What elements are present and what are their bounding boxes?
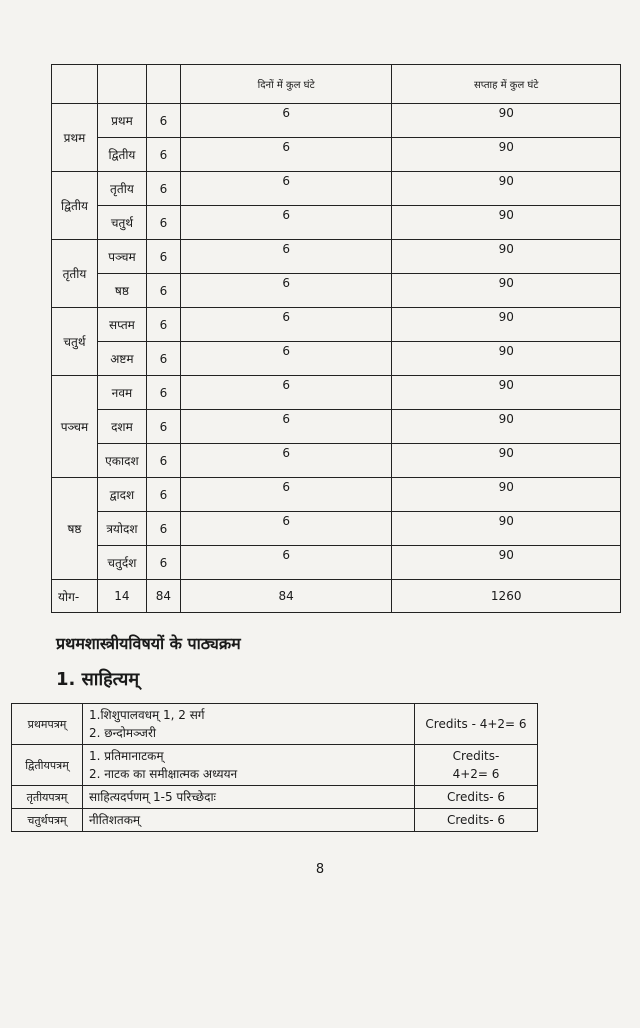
credit-cell: 6 [146,274,180,308]
paper-contents [83,786,415,809]
table-row [52,444,621,478]
week-hours-cell: 90 [392,206,621,240]
table-row [52,512,621,546]
credit-cell: 6 [146,512,180,546]
syllabus-row [12,745,538,786]
paper-contents [83,745,415,786]
paper-name: चतुर्थपत्रम् [12,809,83,832]
table-row [52,478,621,512]
semester-cell: सप्तम [97,308,146,342]
paper-credits [415,786,538,809]
paper-credits [415,704,538,745]
days-hours-cell: 6 [180,138,392,172]
week-hours-cell: 90 [392,376,621,410]
credits-line: 4+2= 6 [452,767,500,781]
table-row [52,342,621,376]
credit-cell: 6 [146,206,180,240]
semester-cell: एकादश [97,444,146,478]
year-cell: पञ्चम [52,376,98,478]
semester-cell: प्रथम [97,104,146,138]
days-hours-cell: 6 [180,104,392,138]
credit-cell: 6 [146,444,180,478]
credit-cell: 6 [146,342,180,376]
week-hours-cell: 90 [392,308,621,342]
week-hours-cell: 90 [392,138,621,172]
days-hours-cell: 6 [180,342,392,376]
hours-table-header-row [52,65,621,104]
table-row [52,104,621,138]
semester-cell: तृतीय [97,172,146,206]
paper-contents [83,809,415,832]
semester-cell: अष्टम [97,342,146,376]
syllabus-row [12,786,538,809]
week-hours-cell: 90 [392,444,621,478]
semester-cell: द्वादश [97,478,146,512]
hours-table [51,64,621,613]
total-credits: 84 [146,580,180,613]
total-row [52,580,621,613]
content-item: 1.शिशुपालवधम् 1, 2 सर्ग [89,708,205,722]
days-hours-cell: 6 [180,478,392,512]
table-row [52,206,621,240]
table-row [52,308,621,342]
table-row [52,546,621,580]
content-item: नीतिशतकम् [89,813,141,827]
credit-cell: 6 [146,478,180,512]
semester-cell: पञ्चम [97,240,146,274]
paper-name: प्रथमपत्रम् [12,704,83,745]
credit-cell: 6 [146,240,180,274]
days-hours-cell: 6 [180,376,392,410]
table-row [52,240,621,274]
credit-cell: 6 [146,308,180,342]
week-hours-cell: 90 [392,478,621,512]
year-cell: चतुर्थ [52,308,98,376]
week-hours-cell: 90 [392,342,621,376]
header-week-hours: सप्ताह में कुल घंटे [392,65,621,104]
semester-cell: षष्ठ [97,274,146,308]
days-hours-cell: 6 [180,240,392,274]
week-hours-cell: 90 [392,546,621,580]
header-cell [97,65,146,104]
page-number: 8 [315,862,325,877]
header-days-hours: दिनों में कुल घंटे [180,65,392,104]
header-cell [146,65,180,104]
days-hours-cell: 6 [180,546,392,580]
total-days-hours: 84 [180,580,392,613]
credits-line: Credits- 6 [446,813,506,827]
week-hours-cell: 90 [392,274,621,308]
total-semesters: 14 [97,580,146,613]
credits-line: Credits- 6 [446,790,506,804]
year-cell: द्वितीय [52,172,98,240]
days-hours-cell: 6 [180,206,392,240]
week-hours-cell: 90 [392,104,621,138]
week-hours-cell: 90 [392,410,621,444]
semester-cell: नवम [97,376,146,410]
content-item: 2. नाटक का समीक्षात्मक अध्ययन [89,767,238,781]
credit-cell: 6 [146,546,180,580]
credit-cell: 6 [146,104,180,138]
content-item: 1. प्रतिमानाटकम् [89,749,164,763]
credit-cell: 6 [146,376,180,410]
header-cell [52,65,98,104]
semester-cell: चतुर्दश [97,546,146,580]
paper-credits [415,809,538,832]
year-cell: तृतीय [52,240,98,308]
syllabus-table [11,703,538,832]
table-row [52,172,621,206]
table-row [52,138,621,172]
week-hours-cell: 90 [392,172,621,206]
total-week-hours: 1260 [392,580,621,613]
semester-cell: दशम [97,410,146,444]
days-hours-cell: 6 [180,308,392,342]
credits-line: Credits- [452,749,500,763]
table-row [52,410,621,444]
semester-cell: त्रयोदश [97,512,146,546]
content-item: साहित्यदर्पणम् 1-5 परिच्छेदाः [89,790,216,804]
paper-contents [83,704,415,745]
total-label: योग- [52,580,98,613]
semester-cell: द्वितीय [97,138,146,172]
credit-cell: 6 [146,410,180,444]
week-hours-cell: 90 [392,512,621,546]
days-hours-cell: 6 [180,410,392,444]
section-heading: प्रथमशास्त्रीयविषयों के पाठ्यक्रम [56,634,241,653]
semester-cell: चतुर्थ [97,206,146,240]
week-hours-cell: 90 [392,240,621,274]
year-cell: षष्ठ [52,478,98,580]
paper-name: द्वितीयपत्रम् [12,745,83,786]
content-item: 2. छन्दोमञ्जरी [89,726,156,740]
days-hours-cell: 6 [180,274,392,308]
credit-cell: 6 [146,172,180,206]
syllabus-row [12,809,538,832]
table-row [52,376,621,410]
table-row [52,274,621,308]
year-cell: प्रथम [52,104,98,172]
credits-line: Credits - 4+2= 6 [425,717,527,731]
days-hours-cell: 6 [180,172,392,206]
paper-name: तृतीयपत्रम् [12,786,83,809]
days-hours-cell: 6 [180,444,392,478]
paper-credits [415,745,538,786]
days-hours-cell: 6 [180,512,392,546]
subject-heading: 1. साहित्यम् [56,669,140,690]
syllabus-row [12,704,538,745]
credit-cell: 6 [146,138,180,172]
